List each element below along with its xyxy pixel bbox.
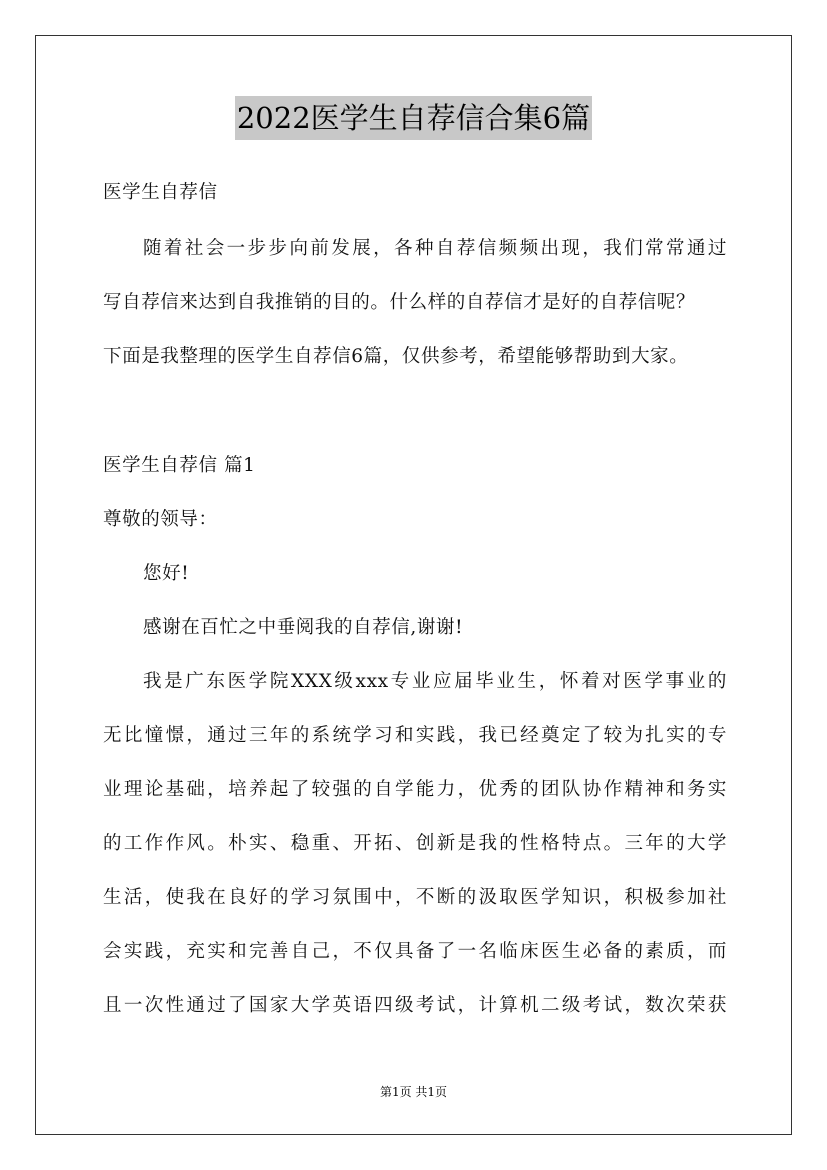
- salutation: 尊敬的领导：: [103, 509, 218, 530]
- intro-paragraph-line: 下面是我整理的医学生自荐信6篇，仅供参考，希望能够帮助到大家。: [103, 346, 689, 367]
- thanks-line: 感谢在百忙之中垂阅我的自荐信,谢谢!: [143, 617, 464, 638]
- section-heading: 医学生自荐信 篇1: [103, 455, 256, 476]
- body-paragraph-line: 生活，使我在良好的学习氛围中，不断的汲取医学知识，积极参加社: [103, 887, 727, 908]
- document-title: 2022医学生自荐信合集6篇: [235, 96, 592, 140]
- body-paragraph-line: 会实践，充实和完善自己，不仅具备了一名临床医生必备的素质，而: [103, 941, 727, 962]
- intro-paragraph-line: 随着社会一步步向前发展，各种自荐信频频出现，我们常常通过: [143, 238, 727, 259]
- body-paragraph-line: 的工作作风。朴实、稳重、开拓、创新是我的性格特点。三年的大学: [103, 833, 727, 854]
- greeting: 您好!: [143, 563, 190, 584]
- intro-paragraph-line: 写自荐信来达到自我推销的目的。什么样的自荐信才是好的自荐信呢？: [103, 292, 696, 313]
- title-container: [0, 96, 827, 140]
- page-number: 第1页 共1页: [379, 1085, 448, 1099]
- body-paragraph-line: 且一次性通过了国家大学英语四级考试，计算机二级考试，数次荣获: [103, 995, 727, 1016]
- body-paragraph-line: 无比憧憬，通过三年的系统学习和实践，我已经奠定了较为扎实的专: [103, 725, 727, 746]
- body-paragraph-line: 业理论基础，培养起了较强的自学能力，优秀的团队协作精神和务实: [103, 779, 727, 800]
- body-paragraph-line: 我是广东医学院XXX级xxx专业应届毕业生，怀着对医学事业的: [143, 671, 727, 692]
- subtitle: 医学生自荐信: [103, 182, 218, 203]
